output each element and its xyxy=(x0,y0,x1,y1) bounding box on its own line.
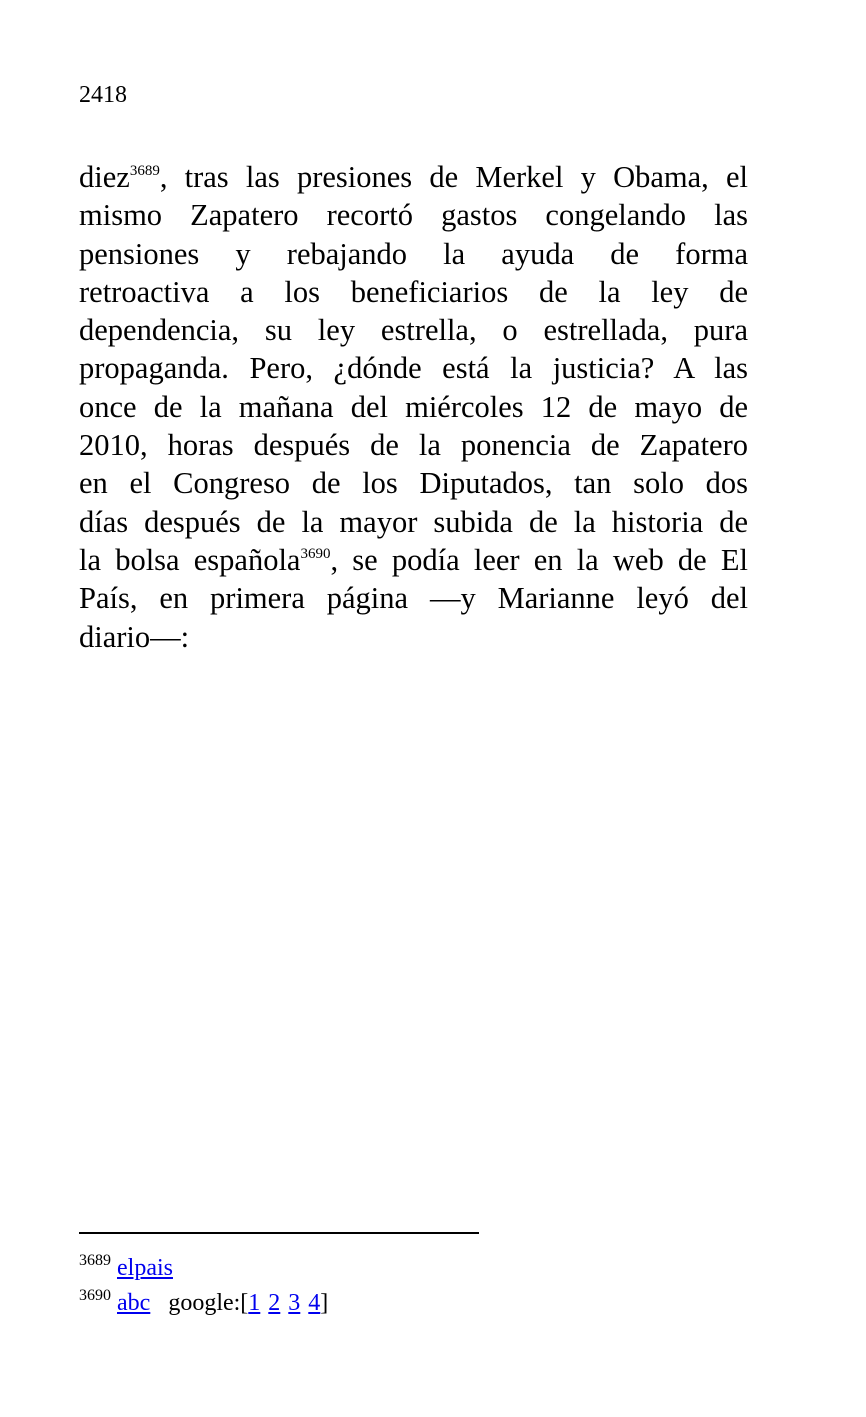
footnote-reference: 3690 xyxy=(300,545,331,562)
text-run: en el Congreso de los Diputados, tan solo dos xyxy=(79,466,748,501)
google-links-prefix: google:[ xyxy=(168,1290,249,1316)
text-run: la bolsa española xyxy=(79,542,301,577)
body-paragraph xyxy=(79,158,748,656)
text-run: dependencia, su ley estrella, o estrellada, pura xyxy=(79,313,748,348)
page-number: 2418 xyxy=(79,82,127,108)
text-run: País, en primera página ―y Marianne leyó del xyxy=(79,581,748,616)
text-run: , se podía leer en la web de El xyxy=(330,542,748,577)
footnote-number: 3690 xyxy=(79,1287,111,1304)
text-run: diario―: xyxy=(79,619,190,654)
text-run: once de la mañana del miércoles 12 de mayo de xyxy=(79,389,748,424)
text-line xyxy=(79,196,748,234)
text-line xyxy=(79,618,748,656)
text-line xyxy=(79,349,748,387)
text-line xyxy=(79,464,748,502)
text-line xyxy=(79,311,748,349)
footnote-link-elpais[interactable]: elpais xyxy=(117,1255,173,1281)
google-link-1[interactable]: 1 xyxy=(248,1290,261,1316)
footnote-reference: 3689 xyxy=(129,162,160,179)
text-run: mismo Zapatero recortó gastos congelando las xyxy=(79,198,748,233)
text-run: pensiones y rebajando la ayuda de forma xyxy=(79,236,748,271)
text-line xyxy=(79,426,748,464)
text-run: propaganda. Pero, ¿dónde está la justicia? A las xyxy=(79,351,748,386)
google-link-2[interactable]: 2 xyxy=(268,1290,281,1316)
footnote-divider xyxy=(79,1232,479,1234)
text-line xyxy=(79,541,748,579)
text-line xyxy=(79,235,748,273)
text-line xyxy=(79,388,748,426)
text-line xyxy=(79,579,748,617)
text-line xyxy=(79,273,748,311)
google-link-4[interactable]: 4 xyxy=(308,1290,321,1316)
google-link-3[interactable]: 3 xyxy=(288,1290,301,1316)
footnote-3690 xyxy=(79,1287,328,1322)
text-run: días después de la mayor subida de la historia de xyxy=(79,504,748,539)
footnote-3689 xyxy=(79,1252,328,1287)
footnotes xyxy=(79,1252,328,1322)
google-links-suffix: ] xyxy=(320,1290,329,1316)
text-line xyxy=(79,158,748,196)
text-run: retroactiva a los beneficiarios de la ley de xyxy=(79,274,748,309)
text-run: , tras las presiones de Merkel y Obama, el xyxy=(159,160,748,194)
text-run: 2010, horas después de la ponencia de Zapatero xyxy=(79,428,748,463)
text-run: diez xyxy=(79,160,130,194)
footnote-link-abc[interactable]: abc xyxy=(117,1290,151,1316)
footnote-number: 3689 xyxy=(79,1252,111,1269)
text-line xyxy=(79,503,748,541)
